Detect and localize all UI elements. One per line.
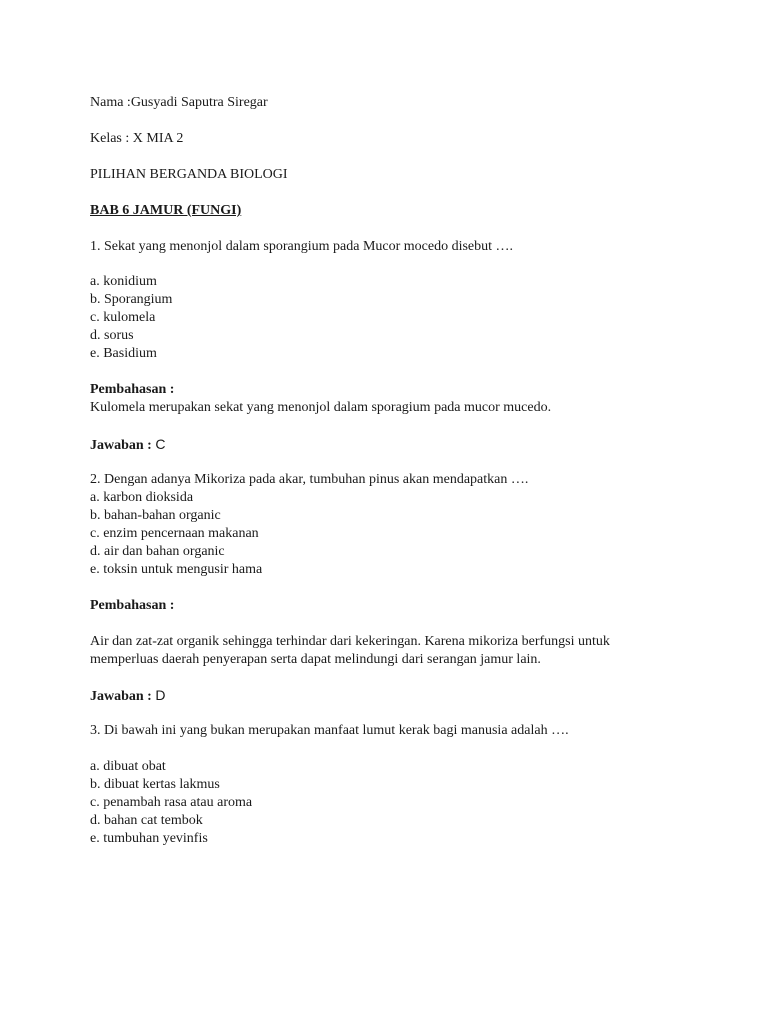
- question-1: 1. Sekat yang menonjol dalam sporangium pada Mucor mocedo disebut ….: [90, 239, 514, 254]
- question-3: 3. Di bawah ini yang bukan merupakan manfaat lumut kerak bagi manusia adalah ….: [90, 723, 569, 738]
- q2-discussion-label: Pembahasan :: [90, 598, 175, 613]
- chapter-title: BAB 6 JAMUR (FUNGI): [90, 203, 242, 218]
- q2-option-c: c. enzim pencernaan makanan: [90, 526, 259, 541]
- student-name: Nama :Gusyadi Saputra Siregar: [90, 95, 268, 110]
- q2-answer: [90, 686, 165, 706]
- q1-option-b: b. Sporangium: [90, 292, 173, 307]
- q2-option-b: b. bahan-bahan organic: [90, 508, 221, 523]
- q3-option-b: b. dibuat kertas lakmus: [90, 777, 220, 792]
- q1-answer: [90, 435, 165, 455]
- q1-option-a: a. konidium: [90, 274, 157, 289]
- question-2: 2. Dengan adanya Mikoriza pada akar, tumbuhan pinus akan mendapatkan ….: [90, 472, 529, 487]
- q3-option-a: a. dibuat obat: [90, 759, 166, 774]
- q1-discussion: Kulomela merupakan sekat yang menonjol dalam sporagium pada mucor mucedo.: [90, 400, 552, 415]
- q1-option-d: d. sorus: [90, 328, 134, 343]
- q2-discussion-line-1: Air dan zat-zat organik sehingga terhindar dari kekeringan. Karena mikoriza berfungsi untuk: [90, 634, 610, 649]
- subject-title: PILIHAN BERGANDA BIOLOGI: [90, 167, 288, 182]
- q3-option-c: c. penambah rasa atau aroma: [90, 795, 253, 810]
- q1-discussion-label: Pembahasan :: [90, 382, 175, 397]
- q1-option-c: c. kulomela: [90, 310, 156, 325]
- q3-option-e: e. tumbuhan yevinfis: [90, 831, 208, 846]
- student-class: Kelas : X MIA 2: [90, 131, 184, 146]
- q1-option-e: e. Basidium: [90, 346, 157, 361]
- q2-answer-label: Jawaban :: [90, 689, 152, 704]
- q2-option-a: a. karbon dioksida: [90, 490, 194, 505]
- q1-answer-label: Jawaban :: [90, 438, 152, 453]
- q2-answer-value: D: [155, 687, 166, 703]
- q2-discussion-line-2: memperluas daerah penyerapan serta dapat melindungi dari serangan jamur lain.: [90, 652, 541, 667]
- q2-option-e: e. toksin untuk mengusir hama: [90, 562, 263, 577]
- q2-option-d: d. air dan bahan organic: [90, 544, 225, 559]
- q3-option-d: d. bahan cat tembok: [90, 813, 203, 828]
- q1-answer-value: C: [155, 436, 166, 452]
